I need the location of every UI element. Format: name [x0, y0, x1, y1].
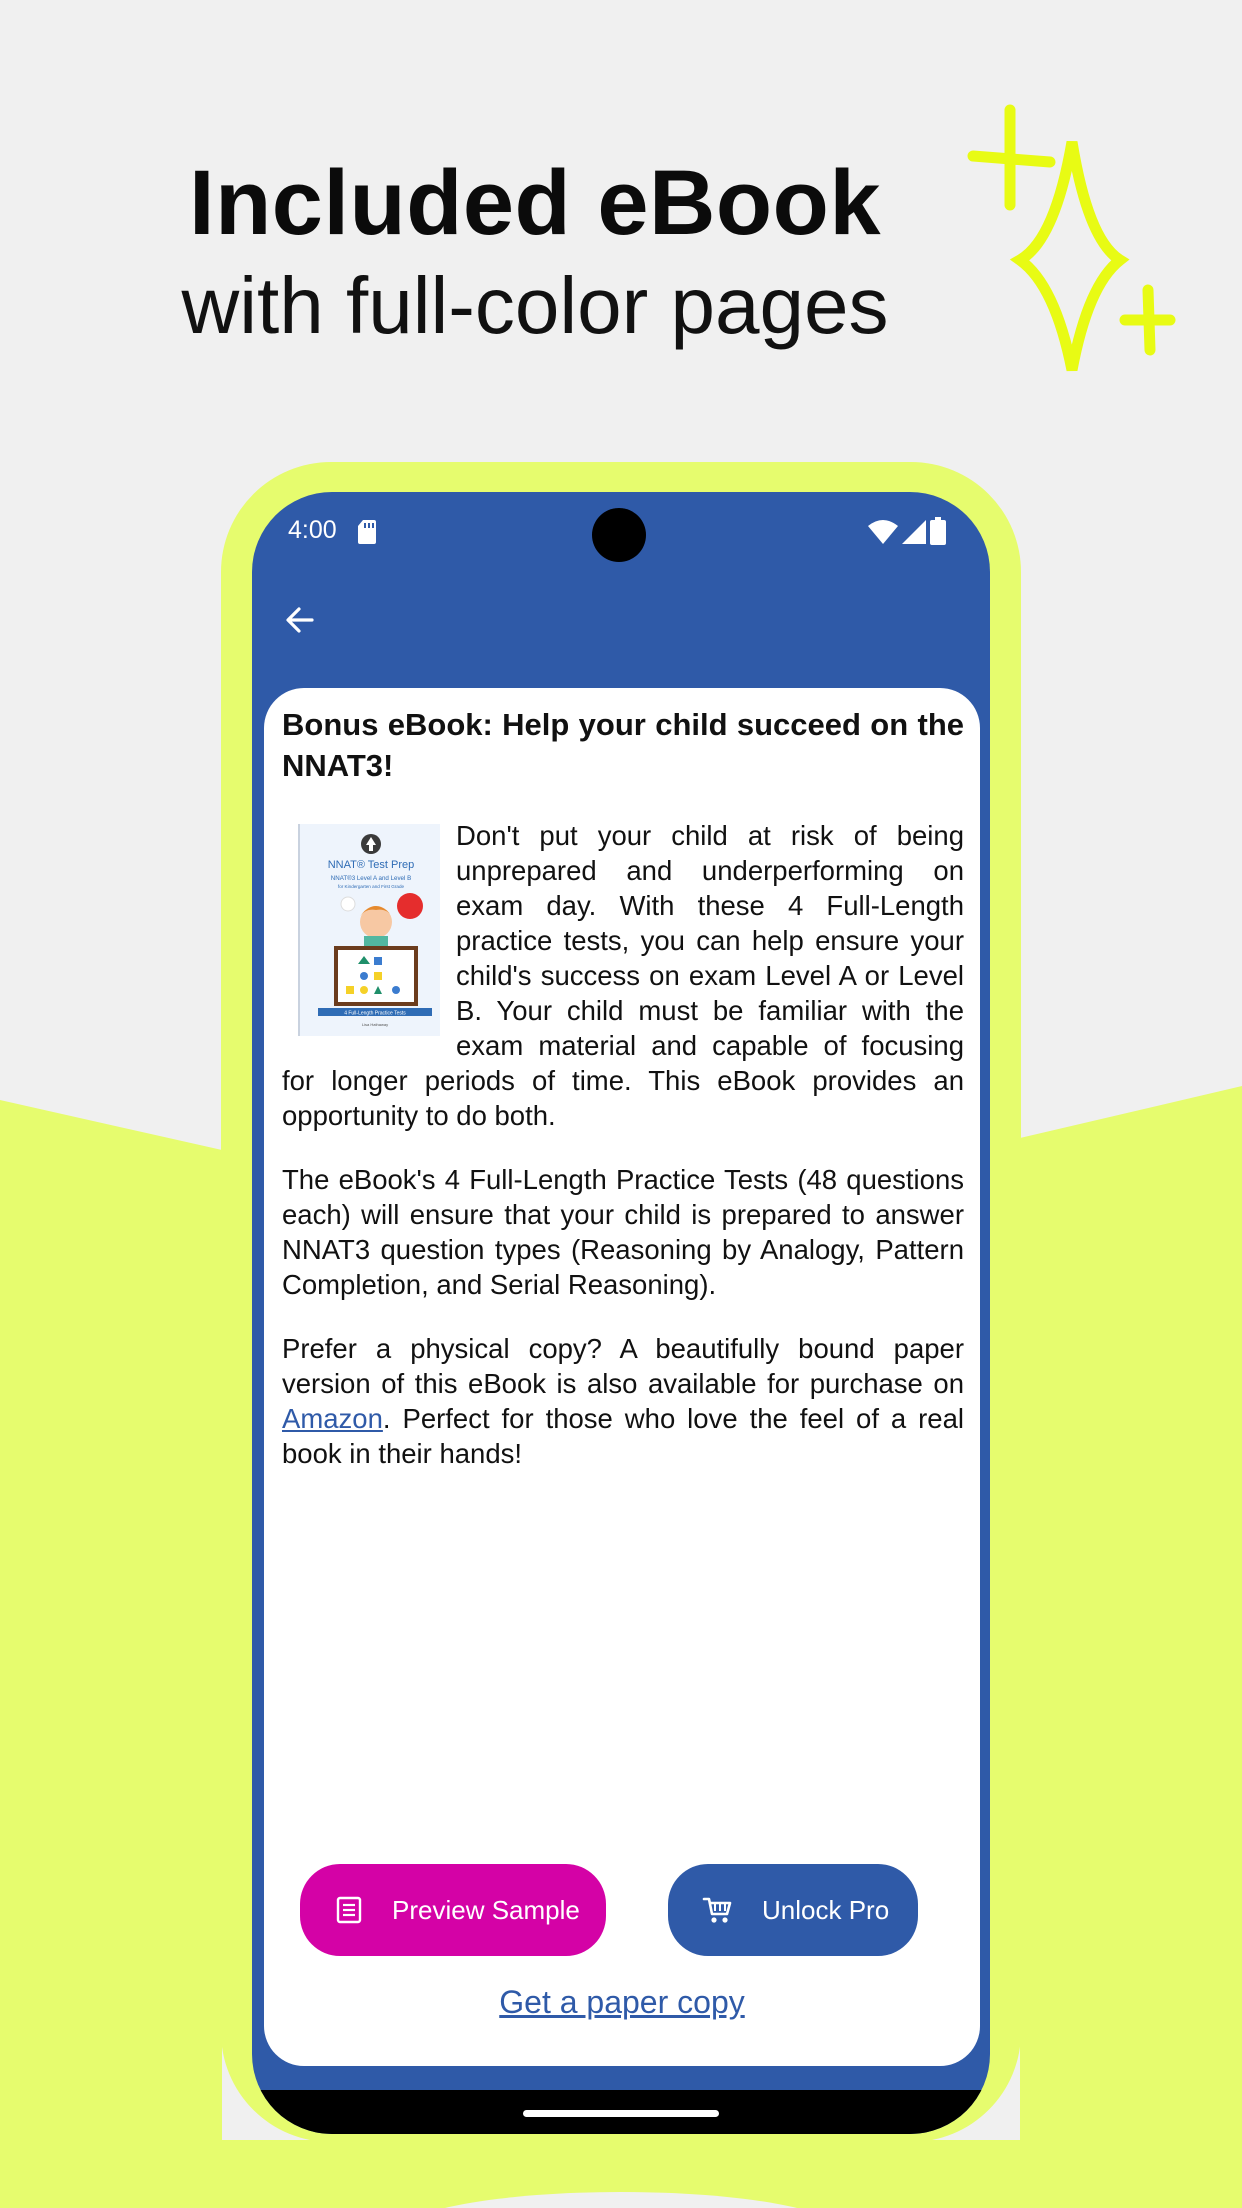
ebook-title: Bonus eBook: Help your child succeed on the NNAT3!: [282, 707, 964, 783]
cover-subtitle: NNAT®3 Level A and Level B: [330, 875, 412, 882]
paragraph-intro: [282, 818, 964, 1133]
cart-icon: [702, 1896, 732, 1924]
headline-bold: Included eBook: [189, 152, 881, 254]
sparkle-icon: [960, 100, 1190, 390]
system-nav-bar: [252, 2090, 990, 2134]
headline-light: with full-color pages: [181, 261, 889, 350]
preview-sample-label: Preview Sample: [392, 1894, 580, 1925]
status-bar: [252, 492, 990, 572]
paragraph-physical-copy-end: . Perfect for those who love the feel of a real book in their hands!: [282, 1403, 964, 1469]
phone-screen: [252, 492, 990, 2134]
unlock-pro-label: Unlock Pro: [762, 1894, 890, 1925]
ebook-description: [282, 704, 964, 1500]
status-time: 4:00: [288, 516, 337, 544]
battery-icon: [930, 517, 946, 545]
wifi-icon: [868, 520, 898, 544]
cover-subtitle-grades: for Kindergarten and First Grade: [337, 884, 405, 889]
paragraph-tests: The eBook's 4 Full-Length Practice Tests (48 questions each) will ensure that your child is prepared to answer NNAT3 question types (Reasoning by Analogy, Pattern Completion, and Serial Reasoning).: [282, 1164, 964, 1300]
home-gesture-handle[interactable]: [523, 2110, 719, 2117]
get-paper-copy-link[interactable]: Get a paper copy: [499, 1984, 745, 2020]
paragraph-intro-text: Don't put your child at risk of being unprepared and underperforming on exam day. With these 4 Full-Length practice tests, you can help ensure your child's success on exam Level A or Level B. Your child must be familiar with the exam material and capable of focusing for longer periods of time. This eBook provides an opportunity to do both.: [282, 820, 964, 1131]
document-icon: [336, 1896, 362, 1924]
cover-title: NNAT® Test Prep: [327, 859, 415, 871]
cover-author: Lisa Hathaway: [361, 1022, 389, 1027]
signal-icon: [902, 520, 926, 544]
amazon-link[interactable]: Amazon: [282, 1403, 383, 1434]
unlock-pro-button[interactable]: [668, 1864, 918, 1956]
ebook-cover-image: [298, 824, 440, 1036]
back-button[interactable]: [272, 592, 328, 648]
cover-footer: 4 Full-Length Practice Tests: [344, 1010, 406, 1017]
paragraph-physical-copy: [282, 1331, 964, 1471]
promo-headline: [0, 150, 1070, 356]
camera-cutout: [592, 508, 646, 562]
action-buttons: [264, 1864, 980, 1958]
sd-card-icon: [358, 520, 376, 544]
preview-sample-button[interactable]: [300, 1864, 606, 1956]
ebook-content-card: [264, 688, 980, 2066]
arrow-left-icon: [284, 604, 316, 636]
paragraph-physical-copy-start: Prefer a physical copy? A beautifully bound paper version of this eBook is also available for purchase on: [282, 1333, 964, 1399]
